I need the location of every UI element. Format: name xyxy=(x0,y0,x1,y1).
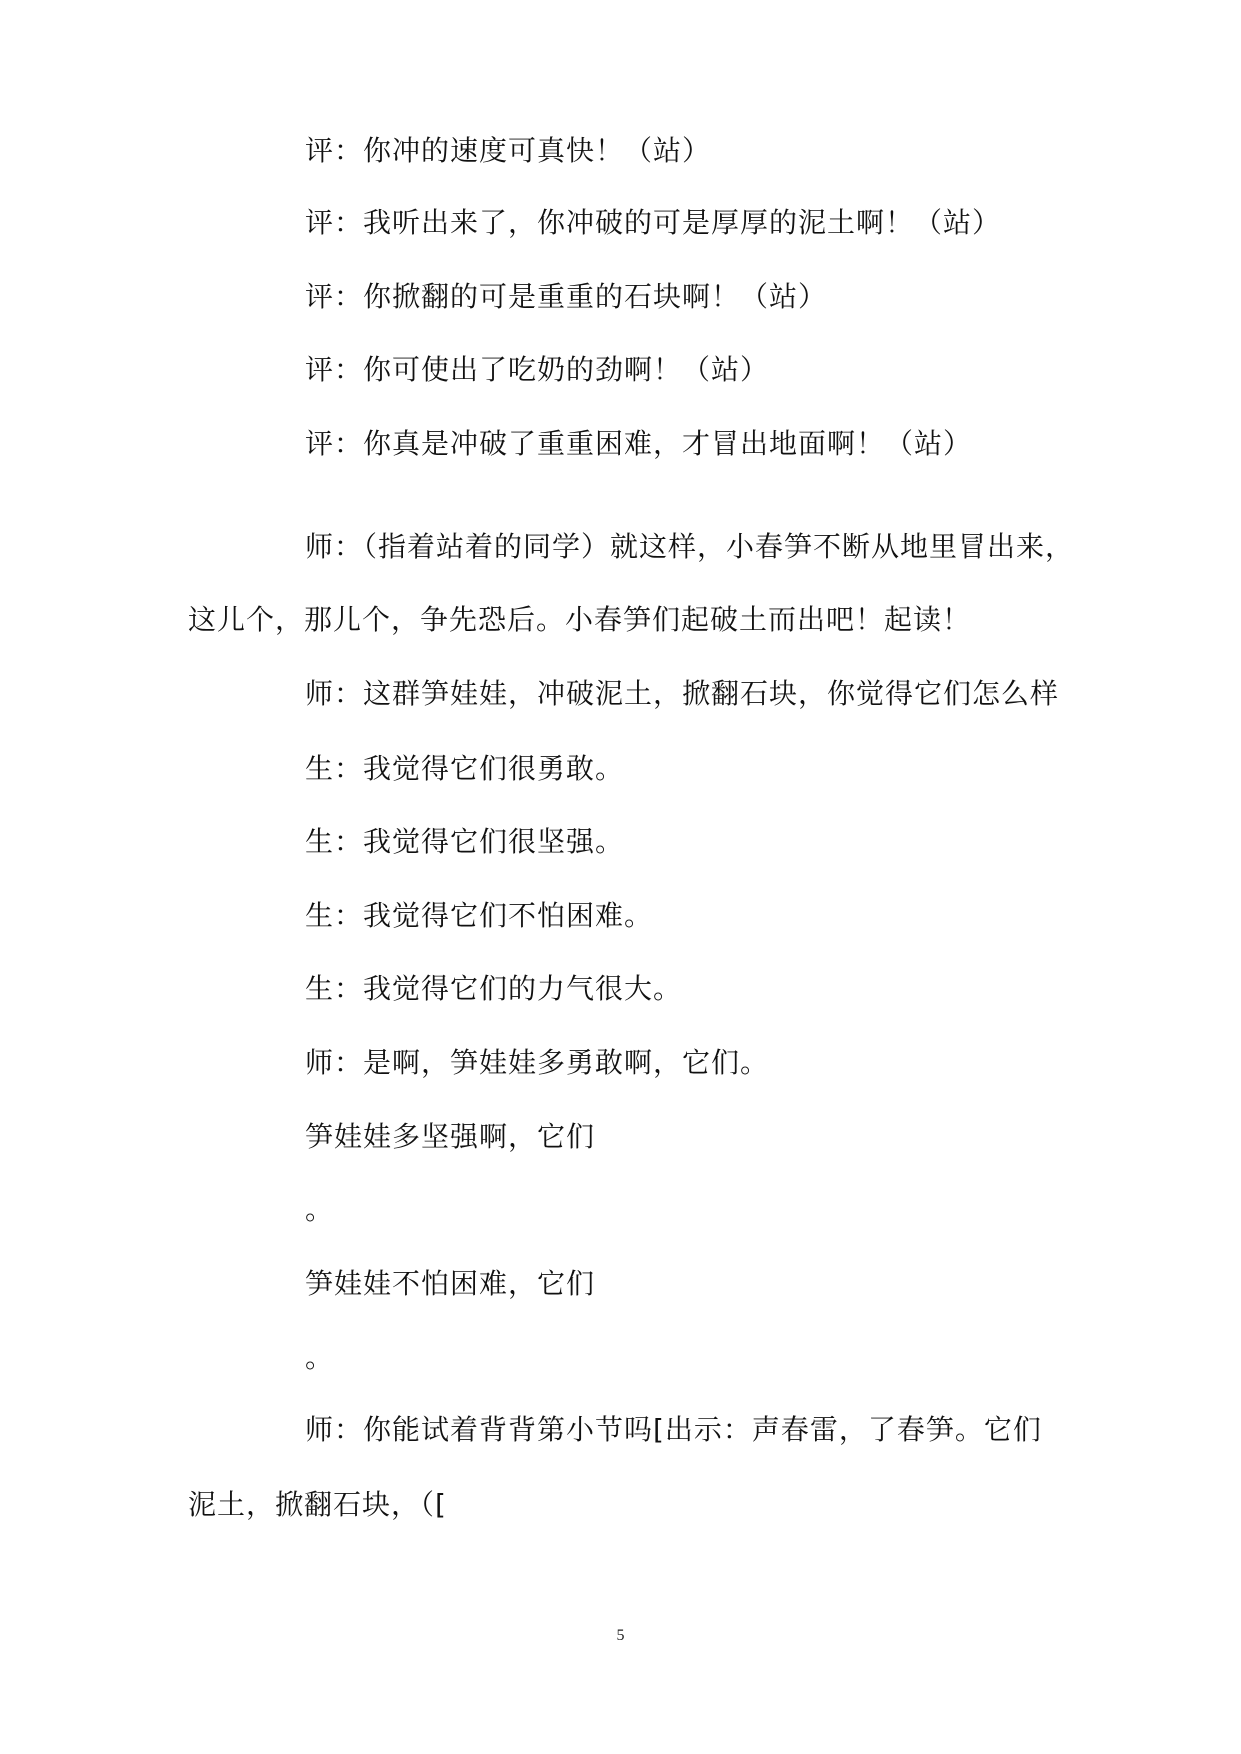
text-line-4: 评：你可使出了吃奶的劲啊！（站） xyxy=(305,353,770,386)
text-line-7: 这儿个，那儿个，争先恐后。小春笋们起破土而出吧！起读！ xyxy=(188,603,972,636)
text-line-10: 生：我觉得它们很坚强。 xyxy=(305,825,625,858)
text-line-8: 师：这群笋娃娃，冲破泥土，掀翻石块，你觉得它们怎么样 xyxy=(305,677,1060,710)
page-number: 5 xyxy=(616,1627,625,1644)
text-line-6: 师：（指着站着的同学）就这样，小春笋不断从地里冒出来， xyxy=(305,530,1075,563)
text-line-2: 评：我听出来了，你冲破的可是厚厚的泥土啊！（站） xyxy=(305,206,1002,239)
text-line-12: 生：我觉得它们的力气很大。 xyxy=(305,972,683,1005)
text-line-14: 笋娃娃多坚强啊，它们 xyxy=(305,1120,596,1153)
text-line-19: 泥土，掀翻石块，（[ xyxy=(188,1488,447,1521)
text-line-13: 师：是啊，笋娃娃多勇敢啊，它们。 xyxy=(305,1046,770,1079)
text-line-3: 评：你掀翻的可是重重的石块啊！（站） xyxy=(305,280,828,313)
text-line-15: 。 xyxy=(305,1193,335,1226)
text-line-1: 评：你冲的速度可真快！（站） xyxy=(305,134,712,167)
text-line-16: 笋娃娃不怕困难，它们 xyxy=(305,1267,596,1300)
text-line-17: 。 xyxy=(305,1341,335,1374)
text-line-18: 师：你能试着背背第小节吗[出示：声春雷，了春笋。它们 xyxy=(305,1413,1042,1446)
text-line-5: 评：你真是冲破了重重困难，才冒出地面啊！（站） xyxy=(305,427,973,460)
text-line-9: 生：我觉得它们很勇敢。 xyxy=(305,752,625,785)
text-line-11: 生：我觉得它们不怕困难。 xyxy=(305,899,654,932)
